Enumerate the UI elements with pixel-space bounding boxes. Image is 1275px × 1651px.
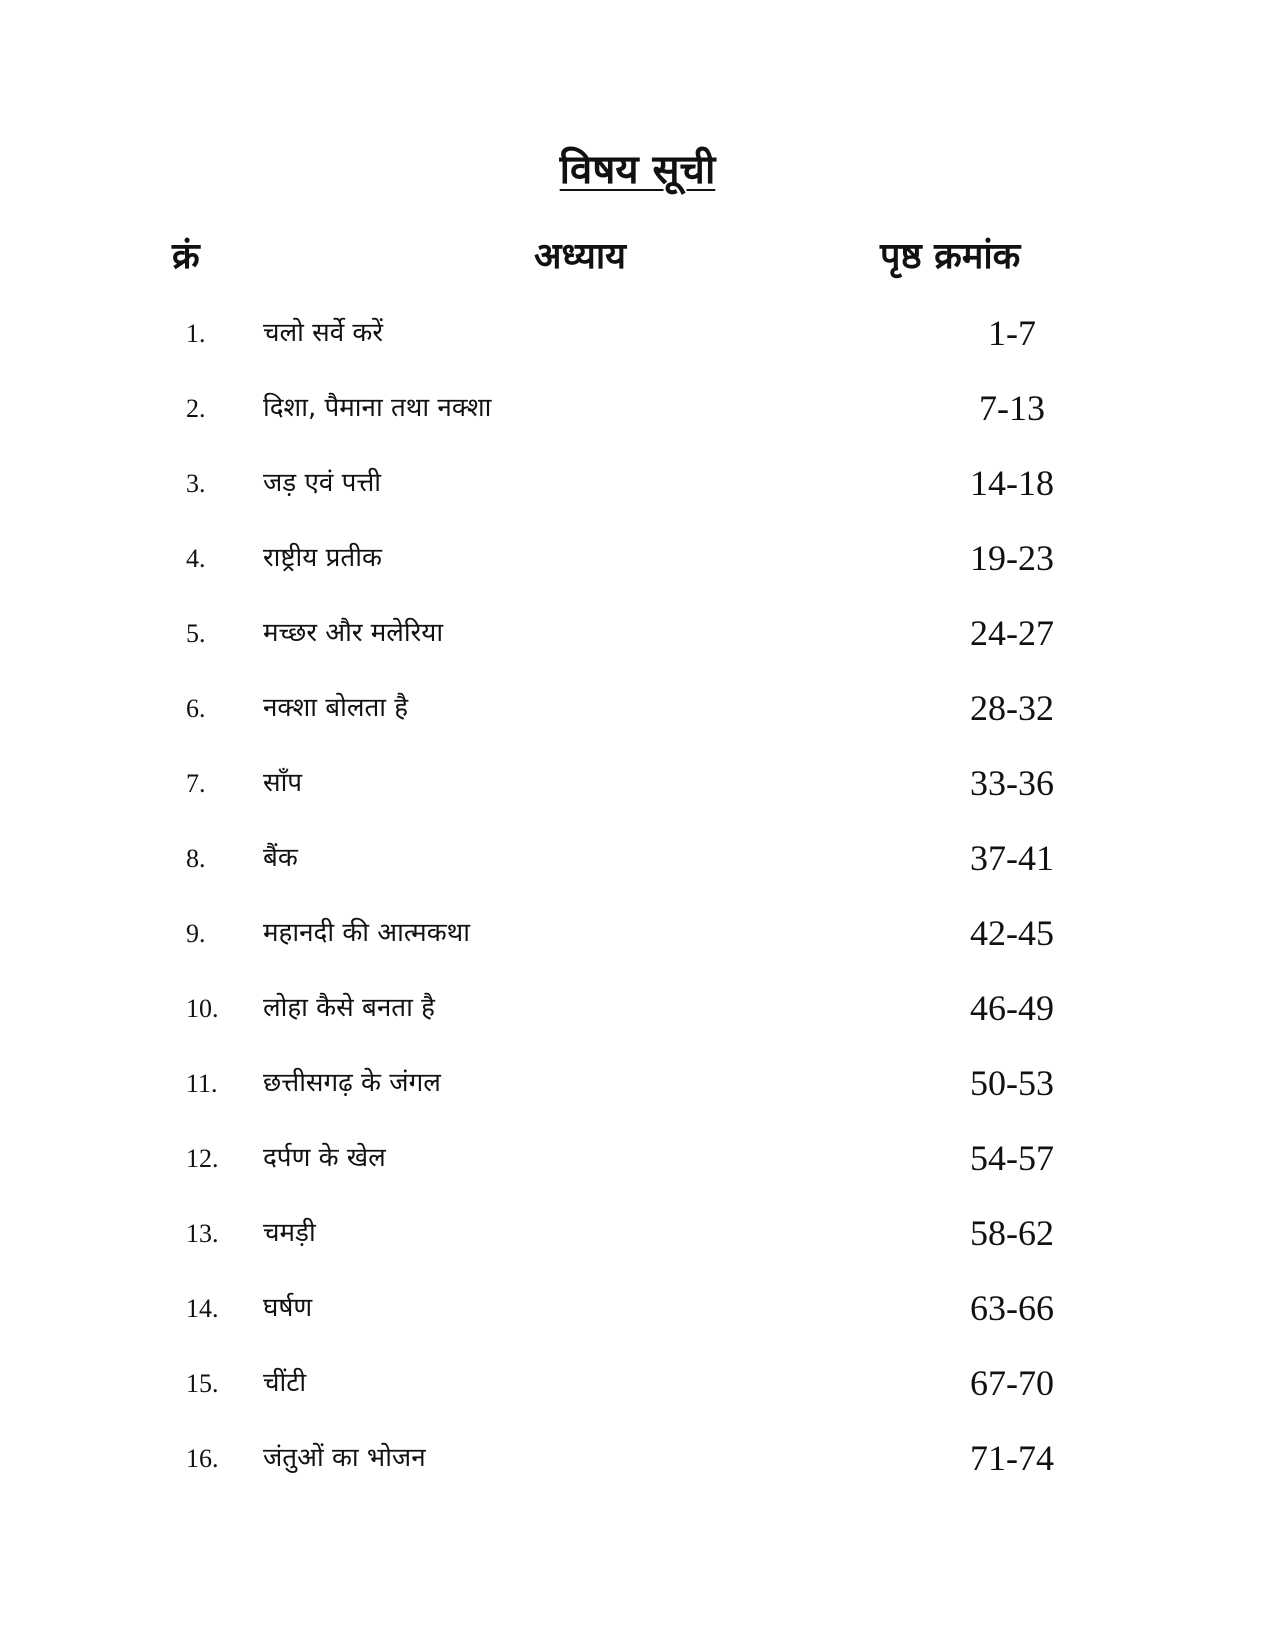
toc-row-pages: 24-27 <box>970 613 1054 653</box>
toc-row-number: 13. <box>186 1219 219 1248</box>
toc-row <box>0 1277 1275 1352</box>
toc-row-pages: 58-62 <box>970 1213 1054 1253</box>
toc-row-chapter: राष्ट्रीय प्रतीक <box>263 543 382 573</box>
toc-row <box>0 1052 1275 1127</box>
toc-row <box>0 377 1275 452</box>
toc-row-chapter: चलो सर्वे करें <box>263 318 384 348</box>
toc-row <box>0 977 1275 1052</box>
toc-row <box>0 302 1275 377</box>
toc-row-pages: 63-66 <box>970 1288 1054 1328</box>
toc-row-chapter: जड़ एवं पत्ती <box>263 468 382 498</box>
toc-row-pages: 54-57 <box>970 1138 1054 1178</box>
toc-row-chapter: छत्तीसगढ़ के जंगल <box>263 1068 441 1098</box>
toc-row-pages: 33-36 <box>970 763 1054 803</box>
toc-row-chapter: मच्छर और मलेरिया <box>263 618 444 648</box>
header-chapter: अध्याय <box>533 236 627 277</box>
toc-row-chapter: जंतुओं का भोजन <box>263 1443 426 1473</box>
page-title <box>0 142 1275 198</box>
toc-row-number: 3. <box>186 469 206 498</box>
toc-row-number: 9. <box>186 919 206 948</box>
toc-row-pages: 37-41 <box>970 838 1054 878</box>
table-of-contents <box>0 302 1275 1502</box>
toc-row-number: 15. <box>186 1369 219 1398</box>
toc-row <box>0 752 1275 827</box>
toc-row-number: 12. <box>186 1144 219 1173</box>
toc-row-number: 8. <box>186 844 206 873</box>
toc-row-number: 16. <box>186 1444 219 1473</box>
toc-row <box>0 602 1275 677</box>
toc-row <box>0 1127 1275 1202</box>
toc-row <box>0 902 1275 977</box>
toc-row-pages: 67-70 <box>970 1363 1054 1403</box>
toc-row-chapter: साँप <box>263 768 303 798</box>
toc-row-number: 10. <box>186 994 219 1023</box>
toc-row-number: 7. <box>186 769 206 798</box>
toc-row-chapter: चींटी <box>263 1368 307 1398</box>
toc-row-pages: 71-74 <box>970 1438 1054 1478</box>
toc-row <box>0 1202 1275 1277</box>
toc-row <box>0 1427 1275 1502</box>
toc-row-chapter: महानदी की आत्मकथा <box>263 918 471 948</box>
toc-row-number: 4. <box>186 544 206 573</box>
toc-row-pages: 50-53 <box>970 1063 1054 1103</box>
toc-row-pages: 1-7 <box>988 313 1036 353</box>
toc-row-number: 14. <box>186 1294 219 1323</box>
toc-row-pages: 46-49 <box>970 988 1054 1028</box>
toc-row <box>0 527 1275 602</box>
page-title-text: विषय सूची <box>559 147 716 193</box>
header-page-number: पृष्ठ क्रमांक <box>880 236 1021 277</box>
toc-row-chapter: चमड़ी <box>263 1218 316 1248</box>
header-number: क्रं <box>172 236 200 277</box>
toc-row-pages: 28-32 <box>970 688 1054 728</box>
toc-row-pages: 42-45 <box>970 913 1054 953</box>
toc-row <box>0 1352 1275 1427</box>
toc-row-chapter: लोहा कैसे बनता है <box>263 993 435 1023</box>
toc-row-pages: 19-23 <box>970 538 1054 578</box>
toc-row-chapter: दर्पण के खेल <box>263 1143 386 1173</box>
toc-row-chapter: बैंक <box>263 843 298 873</box>
toc-row-number: 1. <box>186 319 206 348</box>
toc-row-chapter: घर्षण <box>263 1293 313 1323</box>
toc-row-chapter: दिशा, पैमाना तथा नक्शा <box>263 393 492 423</box>
toc-row-number: 11. <box>186 1069 218 1098</box>
toc-row <box>0 827 1275 902</box>
toc-row-number: 5. <box>186 619 206 648</box>
toc-row-pages: 7-13 <box>979 388 1045 428</box>
toc-row <box>0 452 1275 527</box>
toc-row-pages: 14-18 <box>970 463 1054 503</box>
toc-row-number: 6. <box>186 694 206 723</box>
toc-row-chapter: नक्शा बोलता है <box>263 693 409 723</box>
toc-row-number: 2. <box>186 394 206 423</box>
toc-row <box>0 677 1275 752</box>
